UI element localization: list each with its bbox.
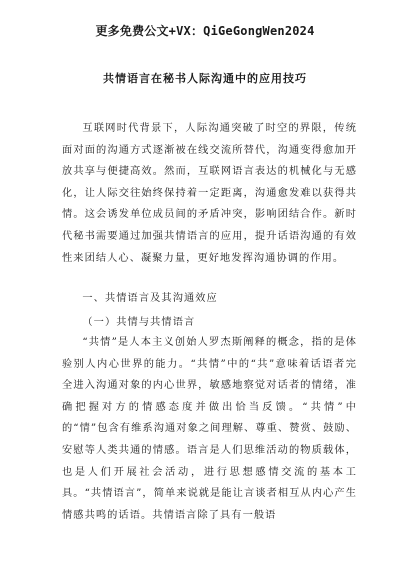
body-paragraph: “共情”是人本主义创始人罗杰斯阐释的概念，指的是体验别人内心世界的能力。“共情”中的“共”意味着话语者完全进入沟通对象的内心世界，敏感地察觉对话者的情绪，准确把握对方的情感态度并做出恰当反馈。“共情”中的“情”包含有维系沟通对象之间理解、尊重、赞赏、鼓励、安慰等人类共通的情感。语言是人们思维活动的物质载体，也是人们开展社会活动，进行思想感情交流的基本工具。“共情语言”，简单来说就是能让言谈者相互从内心产生情感共鸣的话语。共情语言除了具有一般语	[62, 337, 357, 521]
intro-paragraph: 互联网时代背景下，人际沟通突破了时空的界限，传统面对面的沟通方式逐渐被在线交流所替代，沟通变得愈加开放共享与便捷高效。然而，互联网语言表达的机械化与无感化，让人际交往始终保持着一定距离，沟通愈发难以获得共情。这会诱发单位成员间的矛盾冲突，影响团结合作。新时代秘书需要通过加强共情语言的应用，提升话语沟通的有效性来团结人心、凝聚力量，更好地发挥沟通协调的作用。	[62, 123, 357, 264]
section-heading: 一、共情语言及其沟通效应	[82, 293, 218, 304]
document-title: 共情语言在秘书人际沟通中的应用技巧	[103, 72, 307, 85]
subsection-heading: （一）共情与共情语言	[82, 317, 196, 328]
page-header: 更多免费公文+VX：QiGeGongWen2024	[95, 24, 315, 38]
